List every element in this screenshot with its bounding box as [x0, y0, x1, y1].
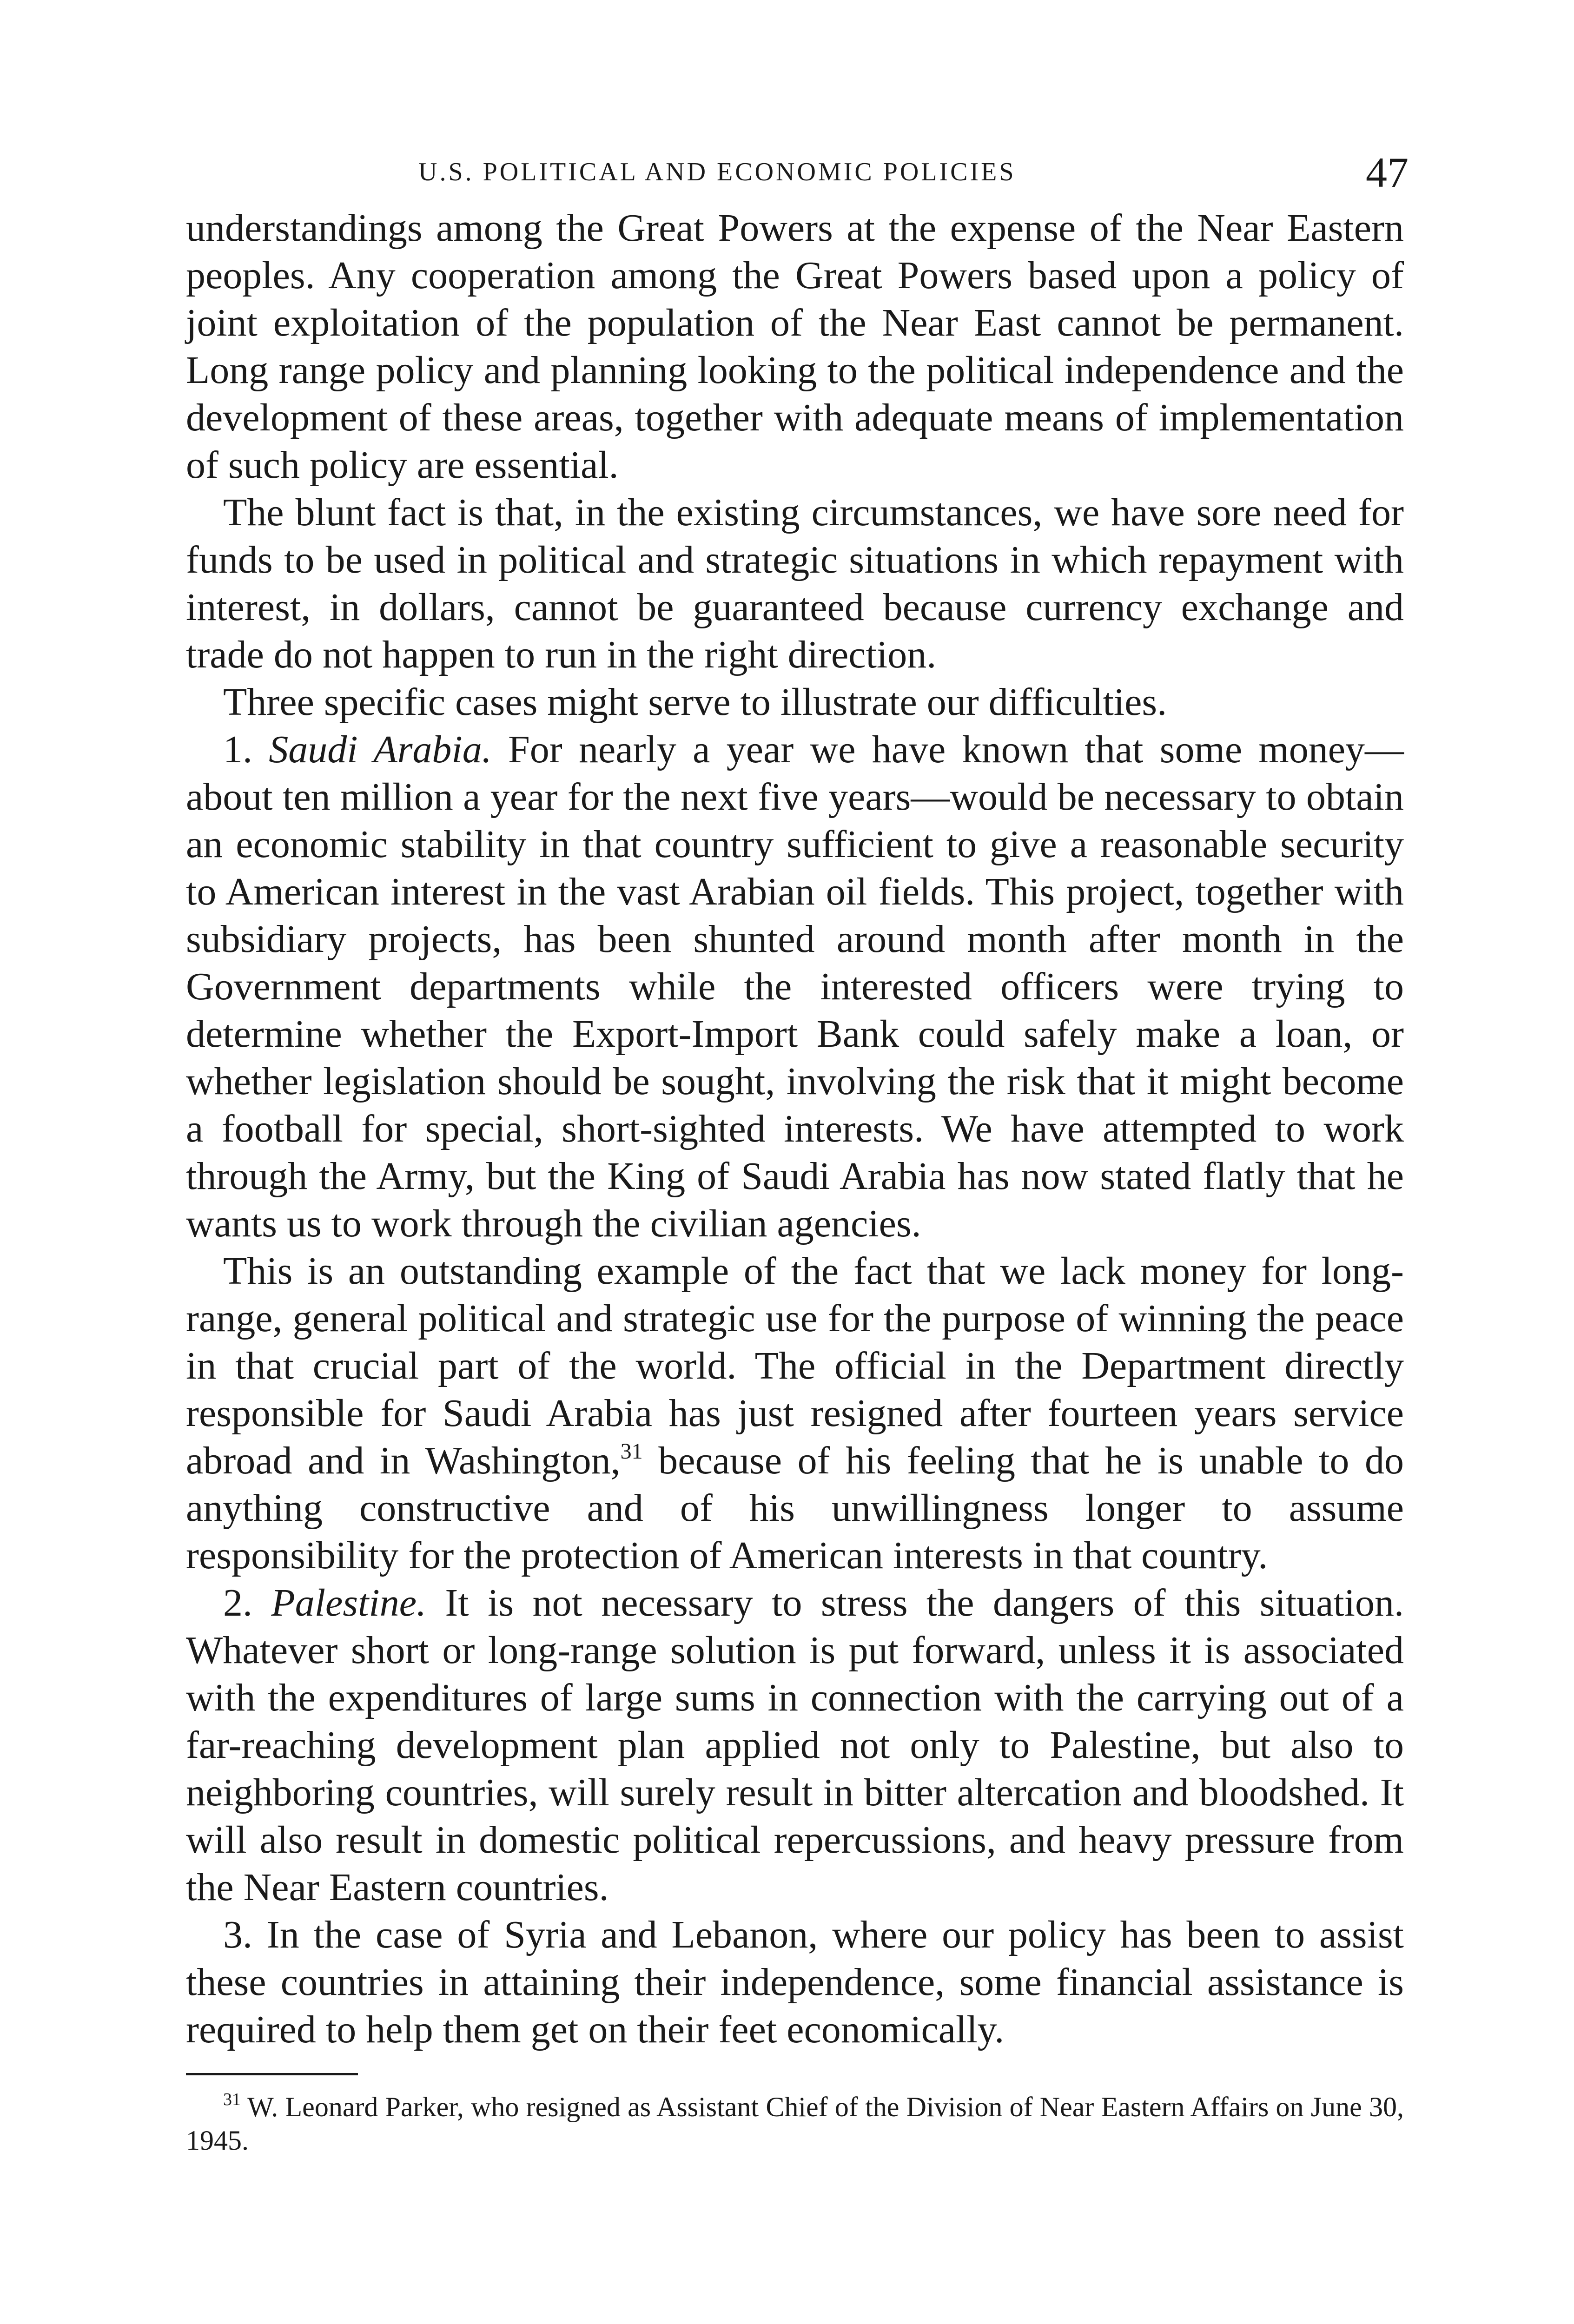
case-syria-lebanon: 3. In the case of Syria and Lebanon, where our policy has been to assist these countries in attaining their independence, some financial assistance is required to help them get on their feet economically. [186, 1913, 1404, 2051]
body-text [186, 205, 1404, 2053]
paragraph-continued: understandings among the Great Powers at the expense of the Near Eastern peoples. Any cooperation among the Great Powers based upon a policy of joint exploitation of the population of the Near East cannot be permanent. Long range policy and planning looking to the political independence and the development of these areas, together with adequate means of implementation of such policy are essential. [186, 206, 1404, 487]
case-heading: Palestine. [271, 1581, 426, 1624]
book-page [186, 144, 1409, 2157]
running-head [186, 144, 1409, 205]
footnote [186, 2090, 1404, 2157]
case-heading: Saudi Arabia. [269, 728, 492, 771]
running-title: U.S. POLITICAL AND ECONOMIC POLICIES [418, 158, 1016, 186]
case-saudi-arabia: 1. Saudi Arabia. For nearly a year we have known that some money—about ten million a year for the next five years—would be necessary to obtain an economic stability in that country sufficient to give a reasonable security to American interest in the vast Arabian oil fields. This project, together with subsidiary projects, has been shunted around month after month in the Government departments while the interested officers were trying to determine whether the Export-Import Bank could safely make a loan, or whether legislation should be sought, involving the risk that it might become a football for special, short-sighted interests. We have attempted to work through the Army, but the King of Saudi Arabia has now stated flatly that he wants us to work through the civilian agencies. [186, 728, 1404, 1245]
footnote-text: W. Leonard Parker, who resigned as Assistant Chief of the Division of Near Eastern Affairs on June 30, 1945. [186, 2092, 1404, 2156]
paragraph-three-cases: Three specific cases might serve to illustrate our difficulties. [223, 680, 1167, 724]
case-number: 3. [223, 1913, 252, 1956]
case-number: 2. [223, 1581, 252, 1624]
footnote-rule [186, 2073, 358, 2075]
paragraph-outstanding-example: This is an outstanding example of the fact that we lack money for long-range, general political and strategic use for the purpose of winning the peace in that crucial part of the world. The official in the Department directly responsible for Saudi Arabia has just resigned after fourteen years service abroad and in Washington,$^{31}$ because of his feeling that he is unable to do anything constructive and of his unwillingness longer to assume responsibility for the protection of American interests in that country. [186, 1249, 1404, 1577]
footnote-marker: 31 [223, 2090, 241, 2109]
page-number: 47 [1366, 149, 1409, 196]
paragraph-blunt-fact: The blunt fact is that, in the existing circumstances, we have sore need for funds to be used in political and strategic situations in which repayment with interest, in dollars, cannot be guaranteed because currency exchange and trade do not happen to run in the right direction. [186, 491, 1404, 676]
footnote-reference: 31 [620, 1439, 643, 1464]
case-palestine: 2. Palestine. It is not necessary to stress the dangers of this situation. Whatever short or long-range solution is put forward, unless it is associated with the expenditures of large sums in connection with the carrying out of a far-reaching development plan applied not only to Palestine, but also to neighboring countries, will surely result in bitter altercation and bloodshed. It will also result in domestic political repercussions, and heavy pressure from the Near Eastern countries. [186, 1581, 1404, 1909]
case-number: 1. [223, 728, 252, 771]
